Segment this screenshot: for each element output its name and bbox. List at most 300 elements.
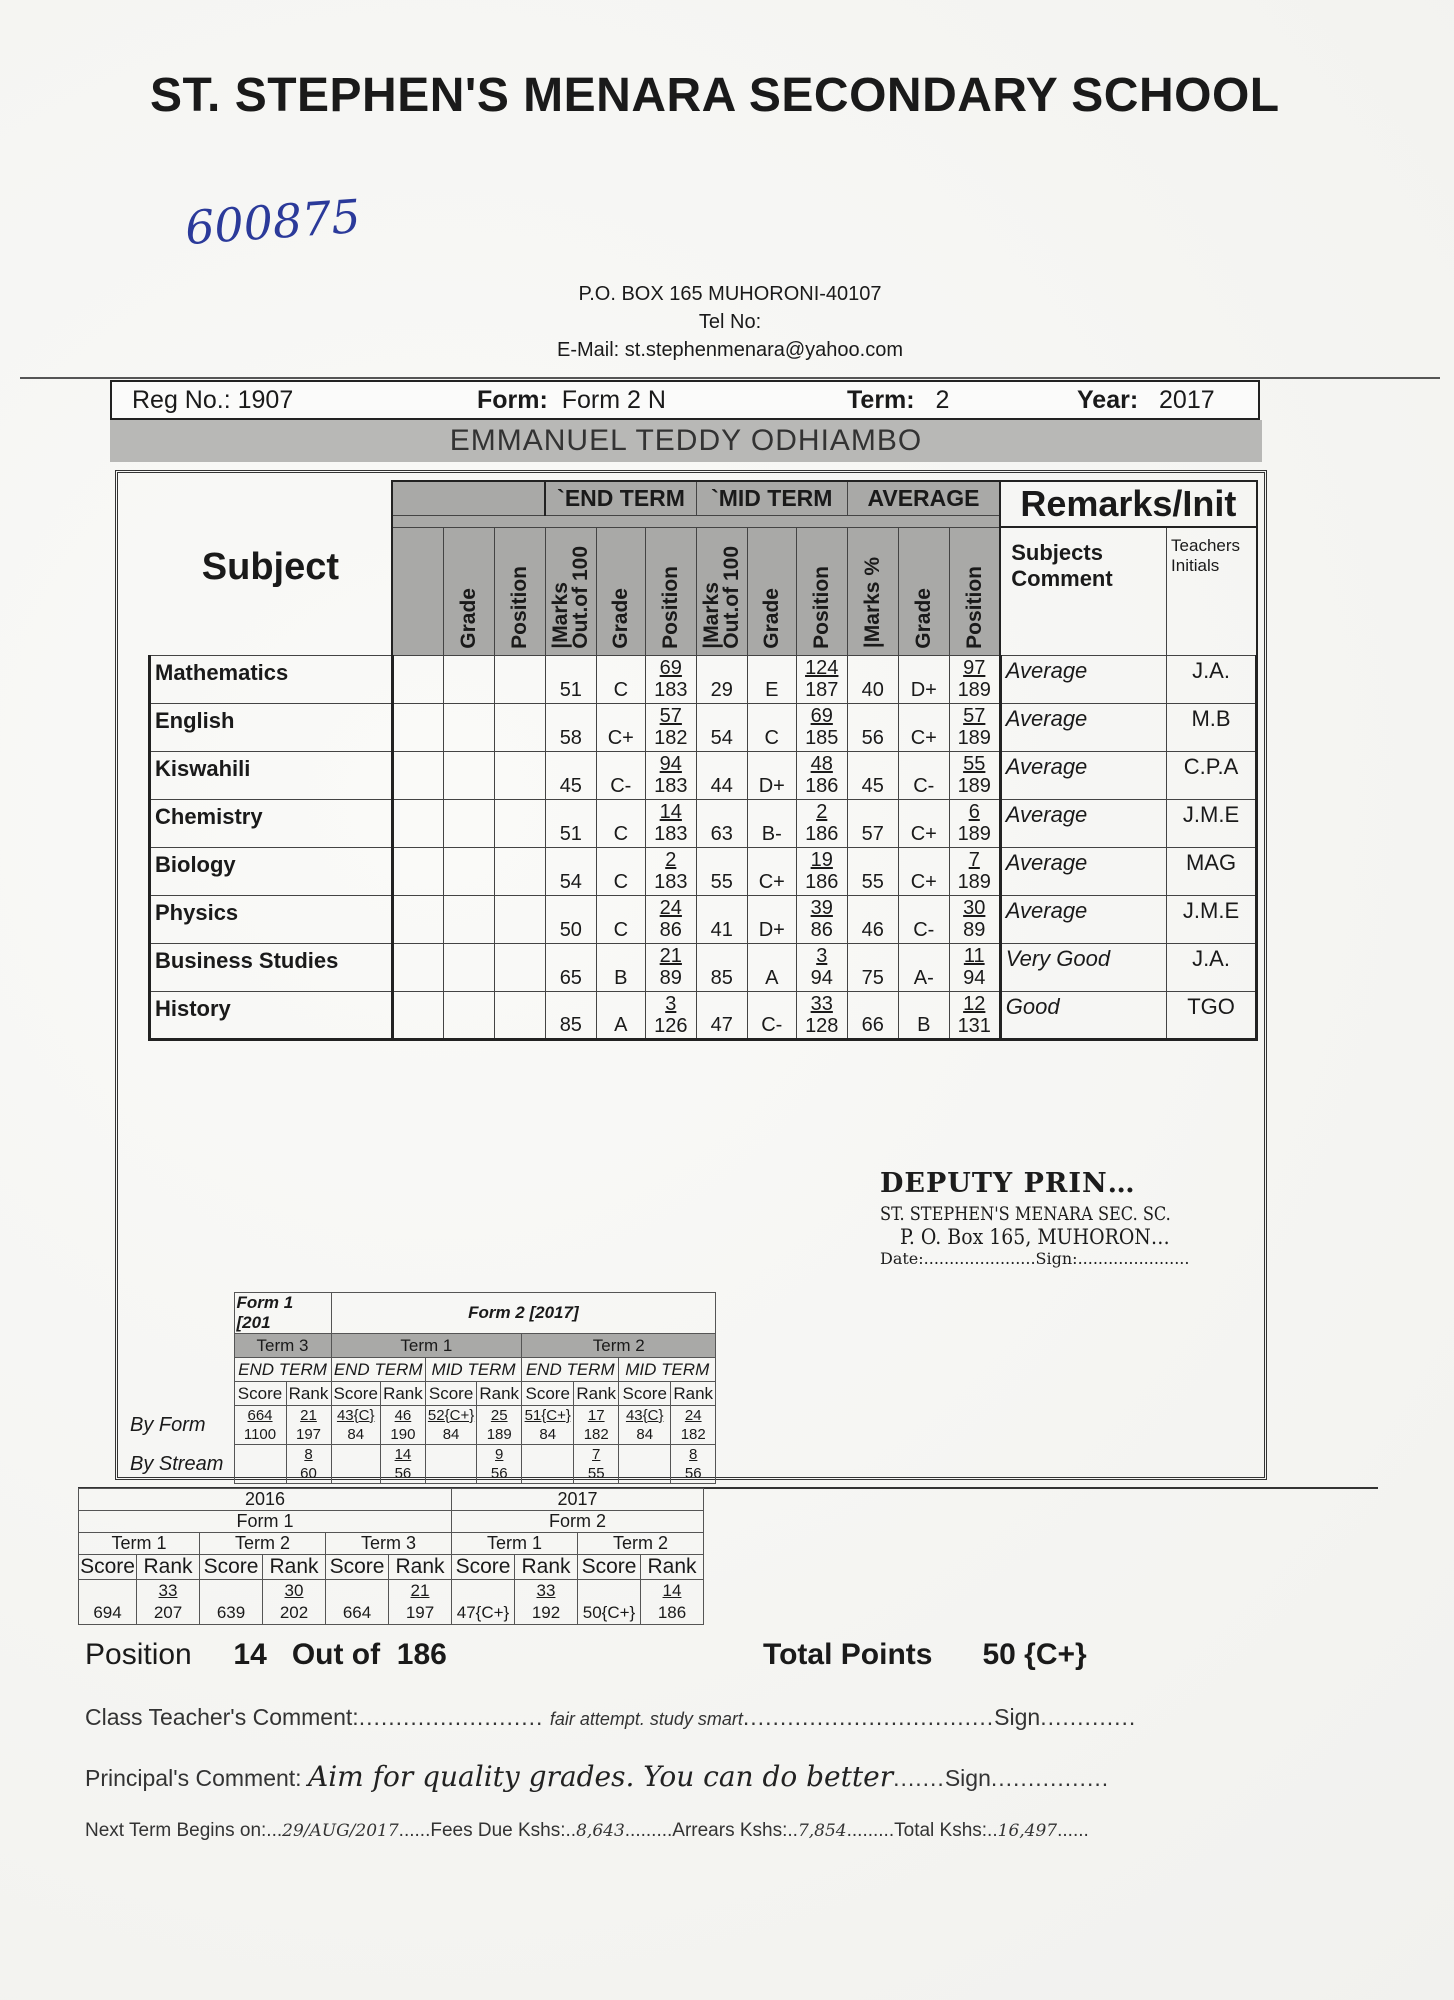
term-value: 2 [935,386,950,414]
subject-comment: Good [1000,991,1166,1039]
rank: 21 [659,945,682,967]
total: 56 [394,1465,412,1482]
term-header: Term 3 [326,1533,452,1555]
empty-cell [392,991,443,1039]
rank-header: Rank [286,1382,331,1406]
score-header: Score [619,1382,671,1406]
score-header: Score [425,1382,476,1406]
total: 56 [684,1465,702,1482]
total: 197 [295,1426,322,1443]
school-address: P.O. BOX 165 MUHORONI-40107 [578,283,882,305]
by-stream-score [425,1445,476,1484]
score-header: Score [326,1555,389,1580]
rank-total: 131 [957,1014,991,1037]
rank: 3 [816,945,828,967]
teacher-initials: TGO [1167,991,1257,1039]
total-points-label: Total Points [763,1638,933,1671]
empty-cell [443,943,494,991]
term2-header: Term 2 [522,1334,716,1358]
by-stream-label: By Stream [128,1445,234,1484]
score-header: Score [578,1555,641,1580]
empty-cell [392,703,443,751]
year-score: 50{C+} [578,1580,641,1625]
col-end-grade: Grade [596,527,645,655]
total-points-value: 50 {C+} [982,1638,1087,1671]
average-marks: 66 [847,991,898,1039]
by-form-rank [286,1406,331,1445]
empty-cell [443,895,494,943]
mid-term-grade: E [747,655,796,703]
value: 51{C+} [524,1407,571,1424]
student-info-box [110,380,1260,420]
value: 8 [689,1446,698,1463]
arrears-value: 7,854 [797,1821,847,1841]
average-position [949,943,1000,991]
subject-name: English [150,703,393,751]
score-header: Score [80,1555,135,1578]
stamp-date-sign: Date:......................Sign:...................... [880,1249,1190,1268]
term3-header: Term 3 [234,1334,331,1358]
subject-comment: Average [1000,847,1166,895]
rank-total: 189 [957,871,991,893]
mid-term-marks: 63 [696,799,747,847]
rank: 97 [963,657,986,679]
col-avg-grade: Grade [898,527,949,655]
mid-term-marks: 41 [696,895,747,943]
mid-term-marks: 85 [696,943,747,991]
rank-total: 89 [659,967,682,989]
mid-term-grade: A [747,943,796,991]
subject-name: Kiswahili [150,751,393,799]
result-rows [150,655,1257,1039]
end-term-marks: 65 [545,943,596,991]
rank-total: 202 [279,1603,309,1622]
score-header: Score [452,1555,515,1580]
rank-total: 192 [531,1603,561,1622]
average-grade: C+ [898,847,949,895]
col-end-position: Position [645,527,696,655]
year-rank [137,1580,200,1625]
value: 14 [394,1446,412,1463]
position-label: Position [85,1638,192,1671]
mid-term-position [796,799,847,847]
year-rank [641,1580,704,1625]
mid-term-marks: 47 [696,991,747,1039]
mid-term-position [796,655,847,703]
col-grade-1: Grade [443,527,494,655]
rank-total: 89 [963,919,986,941]
rank-total: 197 [405,1603,435,1622]
rank: 39 [810,897,833,919]
average-grade: C- [898,751,949,799]
end-term-grade: C [596,655,645,703]
empty-cell [443,799,494,847]
rank: 55 [963,753,986,775]
rank: 48 [810,753,833,775]
rank-total: 182 [654,727,688,749]
by-form-rank [477,1406,522,1445]
value: 43{C} [625,1407,664,1424]
average-marks: 45 [847,751,898,799]
form2-header: Form 2 [452,1511,704,1533]
school-email: E-Mail: st.stephenmenara@yahoo.com [556,339,903,361]
average-grade: B [898,991,949,1039]
rank-total: 94 [810,967,833,989]
fees-due-value: 8,643 [576,1821,625,1841]
student-name: EMMANUEL TEDDY ODHIAMBO [110,420,1262,462]
total-label: Total Kshs:.. [894,1820,998,1841]
value: 7 [592,1446,601,1463]
end-term-position [645,751,696,799]
term1-header: Term 1 [331,1334,522,1358]
end-term-position [645,895,696,943]
rank: 33 [536,1581,556,1600]
by-stream-rank [477,1445,522,1484]
rank: 21 [410,1581,430,1600]
by-form-score [234,1406,286,1445]
total: 182 [680,1426,706,1443]
empty-cell [494,703,545,751]
class-teacher-comment: fair attempt. study smart [549,1709,743,1729]
empty-cell [392,895,443,943]
by-stream-rank [671,1445,716,1484]
rank-header: Rank [137,1555,200,1580]
yearly-history-table [78,1488,704,1625]
value: 25 [490,1407,508,1424]
mid-term-grade: D+ [747,751,796,799]
average-position [949,799,1000,847]
table-row [150,895,1257,943]
year-score: 639 [200,1580,263,1625]
average-position [949,895,1000,943]
table-row [150,655,1257,703]
end-term-marks: 45 [545,751,596,799]
table-row [150,799,1257,847]
col-avg-marks: |Marks % [847,527,898,655]
year-rank [263,1580,326,1625]
reg-no-label: Reg No.: [132,386,231,414]
average-marks: 46 [847,895,898,943]
grey-band [392,515,1000,527]
rank: 12 [963,992,986,1015]
by-form-rank [574,1406,619,1445]
end-term-marks: 51 [545,799,596,847]
end-term-grade: C [596,895,645,943]
score-header: Score [331,1382,380,1406]
subject-name: History [150,991,393,1039]
class-teacher-label: Class Teacher's Comment: [85,1704,359,1730]
rank: 2 [665,849,677,871]
mid-term-grade: C+ [747,847,796,895]
stamp-title: DEPUTY PRIN… [880,1168,1136,1199]
end-term-grade: C+ [596,703,645,751]
teacher-initials: J.A. [1167,655,1257,703]
average-position [949,991,1000,1039]
year-value: 2017 [1159,386,1215,414]
mid-term-position [796,991,847,1039]
average-marks: 57 [847,799,898,847]
by-form-score [522,1406,574,1445]
total: 1100 [243,1426,277,1443]
mid-term-position [796,943,847,991]
rank-total: 189 [957,775,991,797]
average-position [949,751,1000,799]
year-2016-header: 2016 [79,1489,452,1511]
average-grade: D+ [898,655,949,703]
principal-label: Principal's Comment: [85,1765,302,1791]
reg-no-value: 1907 [237,386,294,414]
rank-total: 186 [805,823,839,845]
empty-cell [494,751,545,799]
teacher-initials: MAG [1167,847,1257,895]
end-term-position [645,991,696,1039]
col-mid-marks: |Marks Out.of 100 [696,527,747,655]
mid-term-grade: C [747,703,796,751]
form-label: Form: [477,386,548,414]
exam-header: END TERM [234,1358,331,1382]
end-term-position [645,703,696,751]
end-term-grade: C [596,847,645,895]
subject-comment: Very Good [1000,943,1166,991]
by-stream-score [234,1445,286,1484]
empty-cell [392,847,443,895]
rank-total: 189 [957,823,991,845]
empty-cell [494,895,545,943]
total: 84 [636,1426,654,1443]
rank: 14 [662,1581,682,1600]
mid-term-marks: 54 [696,703,747,751]
empty-cell [494,847,545,895]
empty-cell [443,847,494,895]
rank-total: 189 [957,727,991,749]
total: 56 [490,1465,508,1482]
rank-total: 86 [810,919,833,941]
rank-header: Rank [641,1555,704,1580]
results-table [148,480,1258,1041]
subjects-comment-header: Subjects Comment [1000,527,1166,655]
fees-line: Next Term Begins on:...29/AUG/2017......Fees Due Kshs:..8,643.........Arrears Kshs:..7,854.........Total Kshs:..16,497...... [85,1820,1089,1841]
end-term-marks: 50 [545,895,596,943]
table-row [150,751,1257,799]
by-stream-score [522,1445,574,1484]
end-term-position [645,847,696,895]
end-term-header: `END TERM [545,481,696,515]
empty-cell [494,799,545,847]
average-marks: 75 [847,943,898,991]
end-term-grade: B [596,943,645,991]
rank-total: 186 [805,871,839,893]
end-term-marks: 85 [545,991,596,1039]
next-term-label: Next Term Begins on:... [85,1820,283,1841]
average-marks: 40 [847,655,898,703]
by-stream-score [619,1445,671,1484]
by-form-label: By Form [128,1406,234,1445]
end-term-grade: C- [596,751,645,799]
rank-total: 183 [654,871,688,893]
rank-total: 183 [654,679,688,701]
rank-total: 183 [654,823,688,845]
mid-term-position [796,751,847,799]
rank: 30 [284,1581,304,1600]
subject-name: Chemistry [150,799,393,847]
table-row [150,943,1257,991]
empty-cell [392,751,443,799]
blank-group-header [392,481,545,515]
value: 21 [300,1407,317,1424]
out-of-value: 186 [396,1638,447,1671]
rank-header: Rank [263,1555,326,1580]
value: 8 [304,1446,313,1463]
total-value: 16,497 [997,1821,1058,1841]
average-marks: 56 [847,703,898,751]
average-header: AVERAGE [847,481,1000,515]
position-summary [85,1638,447,1672]
total: 84 [347,1426,365,1443]
total: 84 [539,1426,557,1443]
mid-term-grade: C- [747,991,796,1039]
value: 46 [394,1407,412,1424]
mid-term-marks: 44 [696,751,747,799]
rank: 33 [810,992,833,1015]
subject-name: Business Studies [150,943,393,991]
sign-label: Sign [994,1704,1041,1730]
by-form-score [331,1406,380,1445]
by-form-rank [671,1406,716,1445]
end-term-position [645,943,696,991]
average-position [949,847,1000,895]
divider [20,377,1440,379]
score-header: Score [522,1382,574,1406]
subject-comment: Average [1000,703,1166,751]
principal-comment: Aim for quality grades. You can do better [307,1760,894,1793]
col-mid-position: Position [796,527,847,655]
col-mid-grade: Grade [747,527,796,655]
rank-total: 94 [963,967,986,989]
position-value: 14 [233,1638,267,1671]
value: 664 [247,1407,273,1424]
mid-term-position [796,847,847,895]
subject-header: Subject [201,546,340,589]
by-form-score [425,1406,476,1445]
rank-header: Rank [380,1382,425,1406]
empty-cell [392,799,443,847]
empty-cell [494,655,545,703]
empty-cell [443,751,494,799]
empty-cell [392,943,443,991]
rank: 11 [963,945,985,967]
teachers-initials-header: Teachers Initials [1167,527,1257,655]
teacher-initials: M.B [1167,703,1257,751]
empty-cell [443,703,494,751]
value: 52{C+} [427,1407,475,1424]
average-grade: C- [898,895,949,943]
year-label: Year: [1077,386,1139,414]
form1-header: Form 1 [79,1511,452,1533]
year-2017-header: 2017 [452,1489,704,1511]
year-score: 694 [79,1580,137,1625]
principal-comment-line: Principal's Comment: Aim for quality grades. You can do better.......Sign................ [85,1760,1110,1793]
next-term-date: 29/AUG/2017 [282,1821,399,1841]
rank-total: 183 [654,775,688,797]
end-term-grade: C [596,799,645,847]
subject-name: Biology [150,847,393,895]
end-term-position [645,799,696,847]
by-form-score [619,1406,671,1445]
rank: 14 [659,801,682,823]
exam-header: MID TERM [619,1358,716,1382]
col-avg-position: Position [949,527,1000,655]
rank: 19 [810,849,833,871]
stamp-school: ST. STEPHEN'S MENARA SEC. SC. [880,1203,1171,1225]
score-header: Score [234,1382,286,1406]
mid-term-header: `MID TERM [696,481,847,515]
form2-label: Form 2 [2017] [331,1293,716,1334]
rank-total: 186 [657,1603,687,1622]
col-end-marks: |Marks Out.of 100 [545,527,596,655]
col-blank [392,527,443,655]
end-term-position [645,655,696,703]
exam-header: END TERM [522,1358,619,1382]
by-stream-score [331,1445,380,1484]
rank-total: 128 [805,1014,839,1037]
empty-cell [443,991,494,1039]
form1-label: Form 1 [201 [234,1293,331,1334]
year-rank [389,1580,452,1625]
term-label: Term: [847,386,915,414]
value: 17 [587,1407,605,1424]
total: 190 [390,1426,416,1443]
mid-term-grade: D+ [747,895,796,943]
term-header: Term 1 [79,1533,200,1555]
rank: 124 [805,657,839,679]
end-term-marks: 58 [545,703,596,751]
empty-cell [443,655,494,703]
out-of-label: Out of [291,1638,381,1671]
term-header: Term 1 [452,1533,578,1555]
average-grade: A- [898,943,949,991]
col-position-1: Position [494,527,545,655]
total: 182 [583,1426,609,1443]
class-teacher-comment-line: Class Teacher's Comment:......................... fair attempt. study smart..................................Sign............. [85,1704,1137,1730]
rank: 30 [963,897,986,919]
rank-total: 185 [805,727,839,749]
total: 55 [587,1465,605,1482]
rank-total: 186 [805,775,839,797]
fees-due-label: Fees Due Kshs:.. [430,1820,577,1841]
rank: 24 [659,897,682,919]
subject-name: Mathematics [150,655,393,703]
empty-cell [392,655,443,703]
term-header: Term 2 [200,1533,326,1555]
table-row [150,991,1257,1039]
school-name: ST. STEPHEN'S MENARA SECONDARY SCHOOL [150,69,1280,122]
teacher-initials: J.A. [1167,943,1257,991]
rank-total: 86 [659,919,682,941]
teacher-initials: C.P.A [1167,751,1257,799]
total-points-summary [763,1638,1087,1672]
mid-term-position [796,895,847,943]
mid-term-grade: B- [747,799,796,847]
form-value: Form 2 N [561,386,666,414]
value: 24 [684,1407,702,1424]
rank: 7 [968,849,980,871]
end-term-marks: 51 [545,655,596,703]
rank: 57 [659,705,682,727]
empty-cell [494,991,545,1039]
year-rank [515,1580,578,1625]
deputy-principal-stamp [880,1168,1222,1268]
rank: 57 [963,705,986,727]
